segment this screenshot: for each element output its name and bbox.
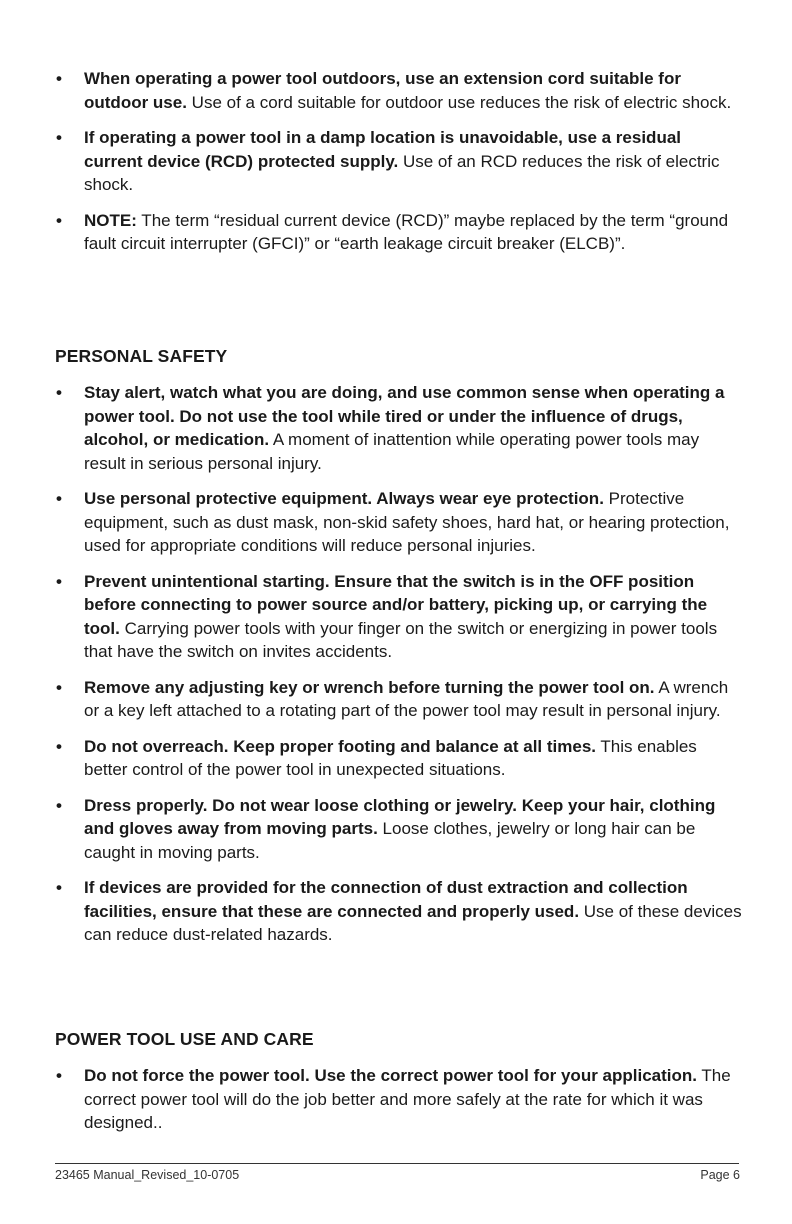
list-item [0,487,792,558]
bullet: • [56,736,62,756]
item-text: The term “residual current device (RCD)” maybe replaced by the term “ground fault circuit interrupter (GFCI)” or “earth leakage circuit breaker (ELCB)”. [84,210,729,253]
bullet: • [56,128,62,147]
electrical-safety-list [0,67,792,268]
page-number: Page 6 [700,1168,740,1182]
item-lead: Use personal protective equipment. Always wear eye protection. [84,489,604,508]
bullet: • [56,210,62,230]
item-text: A wrench or a key left attached to a rotating part of the power tool may result in personal injury. [84,677,729,720]
item-lead: Remove any adjusting key or wrench before turning the power tool on. [84,677,655,697]
bullet: • [56,878,62,897]
item-lead: Do not force the power tool. Use the correct power tool for your application. [84,1066,697,1085]
personal-safety-list [0,381,792,959]
bullet: • [56,69,62,88]
section-heading-personal-safety: PERSONAL SAFETY [55,346,228,366]
list-item [0,735,792,782]
section-heading-power-tool-use: POWER TOOL USE AND CARE [55,1029,314,1049]
item-lead: If operating a power tool in a damp location is unavoidable, use a residual current device (RCD) protected supply. [84,128,682,171]
list-item [0,794,792,865]
item-text: Carrying power tools with your finger on the switch or energizing in power tools that have the switch on invites accidents. [84,618,718,661]
item-lead: Prevent unintentional starting. Ensure that the switch is in the OFF position before connecting to power source and/or battery, picking up, or carrying the tool. [84,571,708,638]
bullet: • [56,795,62,815]
item-text: Use of an RCD reduces the risk of electric shock. [84,151,720,194]
power-tool-use-list [0,1064,792,1147]
item-text: A moment of inattention while operating power tools may result in serious personal injury. [84,430,700,473]
footer-document-id: 23465 Manual_Revised_10-0705 [55,1168,240,1182]
bullet: • [56,677,62,697]
list-item [0,381,792,475]
item-lead: NOTE: [84,210,137,230]
list-item [0,67,792,114]
item-lead: When operating a power tool outdoors, use an extension cord suitable for outdoor use. [84,69,681,112]
list-item [0,209,792,256]
item-text: This enables better control of the power tool in unexpected situations. [84,736,697,779]
list-item [0,876,792,947]
item-lead: Dress properly. Do not wear loose clothing or jewelry. Keep your hair, clothing and gloves away from moving parts. [84,795,716,838]
item-text: Use of these devices can reduce dust-related hazards. [84,901,742,944]
item-text: Protective equipment, such as dust mask, non-skid safety shoes, hard hat, or hearing protection, used for appropriate conditions will reduce personal injuries. [84,489,730,555]
item-lead: If devices are provided for the connection of dust extraction and collection facilities, ensure that these are connected and properly used. [84,878,688,921]
item-text: The correct power tool will do the job better and more safely at the rate for which it was designed.. [84,1066,731,1132]
item-text: Use of a cord suitable for outdoor use reduces the risk of electric shock. [186,92,732,112]
bullet: • [56,1066,62,1085]
bullet: • [56,571,62,591]
item-lead: Stay alert, watch what you are doing, and use common sense when operating a power tool. Do not use the tool while tired or under the influence of drugs, alcohol, or medication. [84,383,725,449]
footer-divider [55,1163,739,1164]
list-item [0,1064,792,1135]
list-item [0,126,792,197]
list-item [0,570,792,664]
bullet: • [56,489,62,508]
item-lead: Do not overreach. Keep proper footing and balance at all times. [84,736,596,756]
item-text: Loose clothes, jewelry or long hair can be caught in moving parts. [84,819,696,862]
list-item [0,676,792,723]
bullet: • [56,383,62,402]
